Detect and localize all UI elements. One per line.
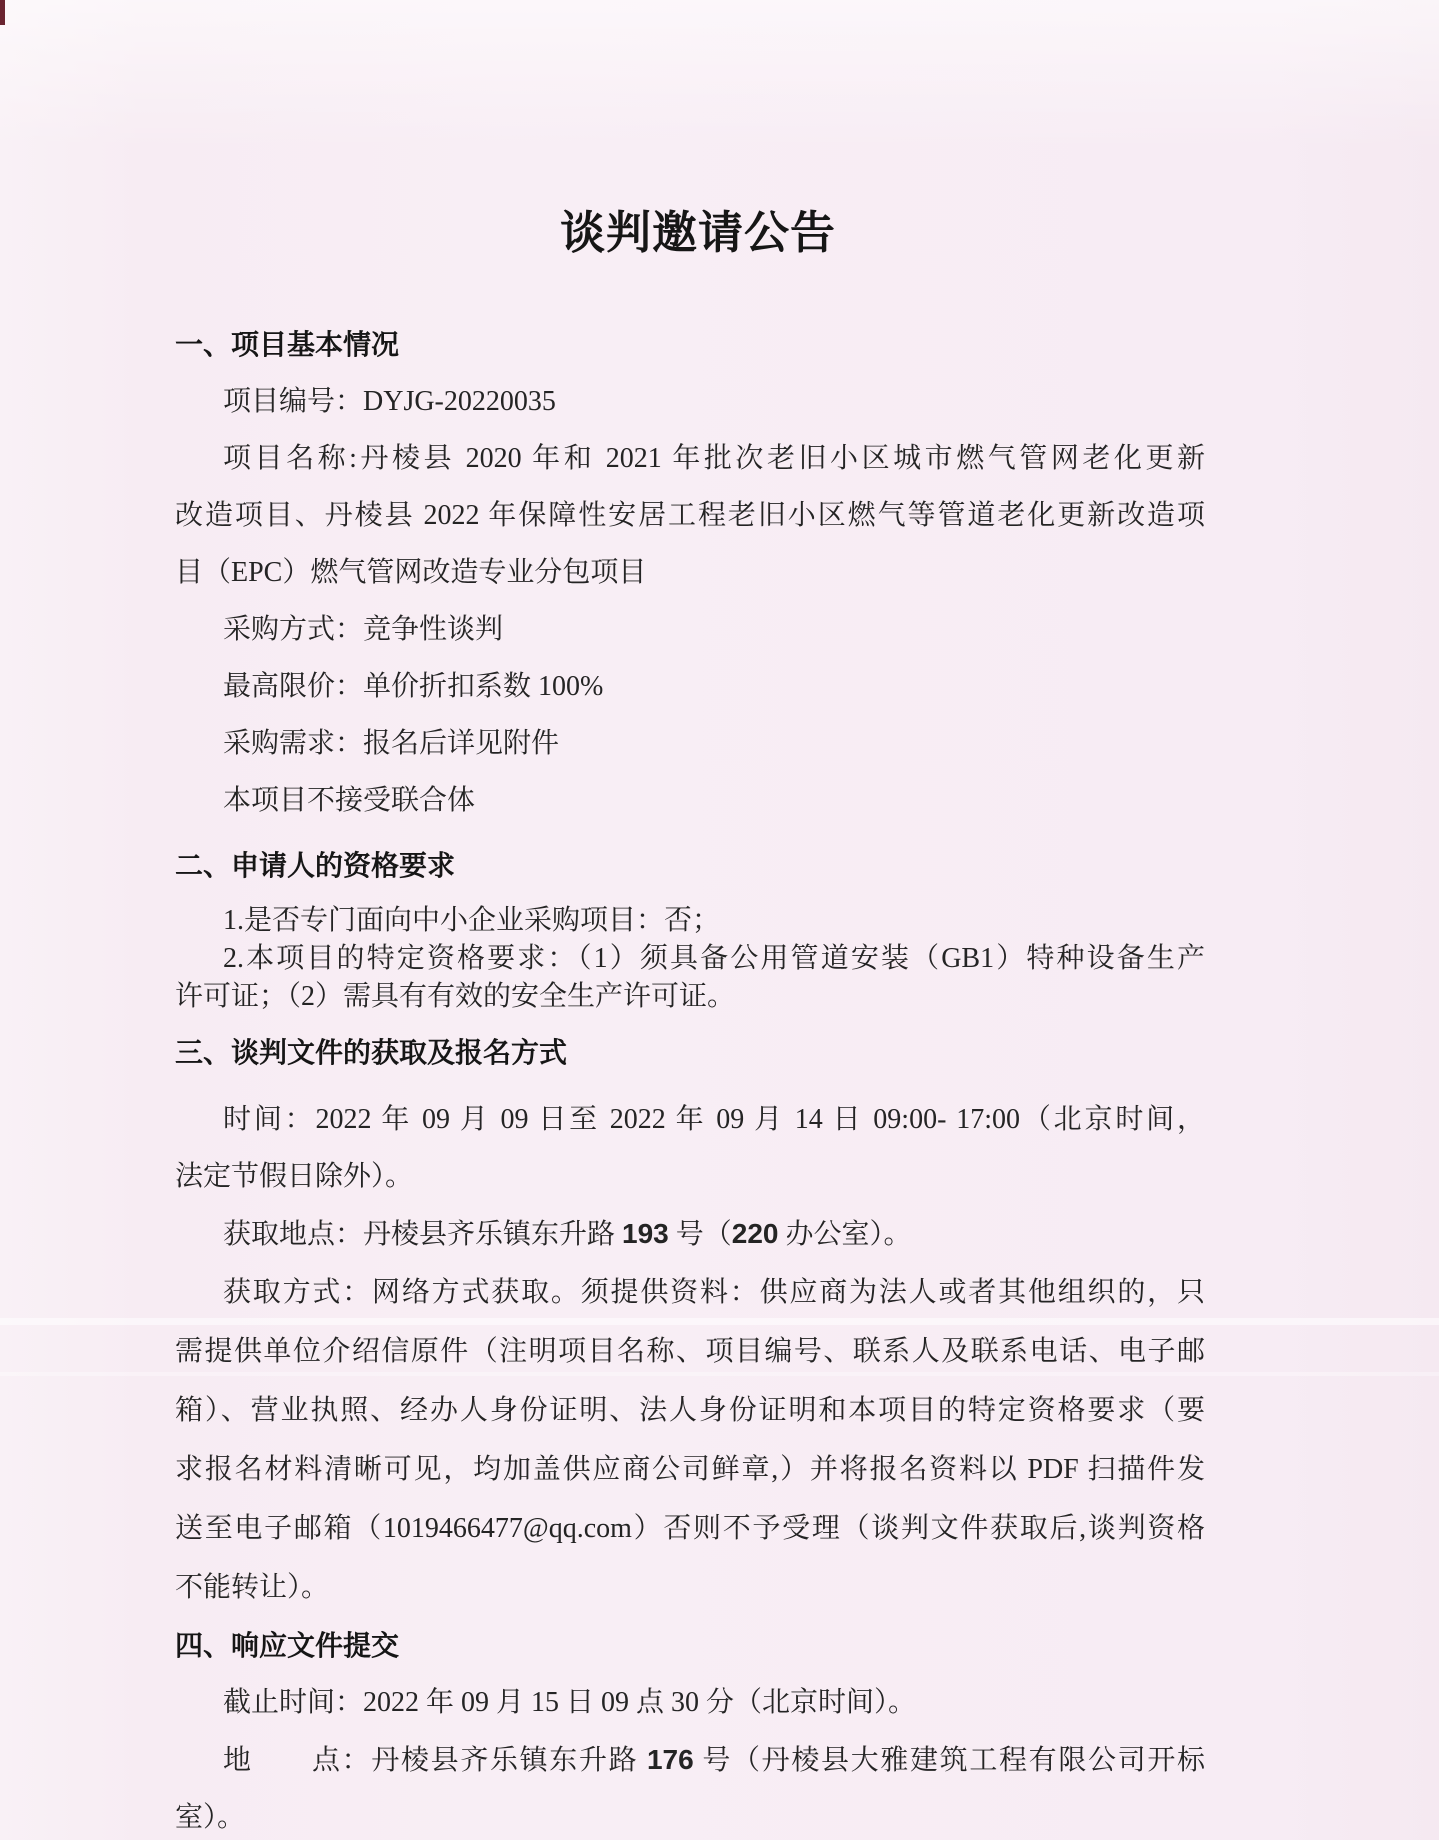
document-line — [175, 1674, 1205, 1731]
document-line — [175, 1731, 1205, 1789]
document-line — [175, 1789, 1205, 1840]
document-line — [175, 430, 1205, 487]
text-segment: 箱）、营业执照、经办人身份证明、法人身份证明和本项目的特定资格要求（要 — [175, 1395, 1205, 1426]
text-segment: 改造项目、丹棱县 2022 年保障性安居工程老旧小区燃气等管道老化更新改造项 — [175, 500, 1205, 531]
bold-number: 220 — [731, 1218, 779, 1249]
corner-mark — [0, 0, 5, 25]
text-segment: 截止时间：2022 年 09 月 15 日 09 点 30 分（北京时间）。 — [223, 1687, 917, 1718]
text-segment: 2.本项目的特定资格要求：（1）须具备公用管道安装（GB1）特种设备生产 — [223, 943, 1205, 974]
text-segment: 二、申请人的资格要求 — [175, 850, 456, 881]
bold-number: 176 — [646, 1744, 694, 1775]
text-segment: 地 点：丹棱县齐乐镇东升路 — [223, 1745, 647, 1776]
bold-number: 193 — [622, 1218, 669, 1249]
document-line — [175, 902, 1205, 940]
text-segment: 不能转让）。 — [175, 1572, 330, 1603]
text-segment: 需提供单位介绍信原件（注明项目名称、项目编号、联系人及联系电话、电子邮 — [175, 1336, 1205, 1367]
document-line — [175, 772, 1205, 829]
document-content — [175, 0, 1205, 1840]
text-segment: 求报名材料清晰可见，均加盖供应商公司鲜章,）并将报名资料以 PDF 扫描件发 — [175, 1454, 1205, 1485]
document-line — [175, 940, 1205, 978]
document-line — [175, 1205, 1205, 1263]
text-segment: 室）。 — [175, 1802, 246, 1833]
text-segment: 项目编号：DYJG-20220035 — [223, 386, 556, 417]
document-title: 谈判邀请公告 — [559, 208, 836, 258]
text-segment: 1.是否专门面向中小企业采购项目：否； — [223, 905, 721, 936]
document-line — [175, 487, 1205, 544]
text-segment: 采购需求：报名后详见附件 — [223, 728, 560, 759]
text-segment: 时间：2022 年 09 月 09 日至 2022 年 09 月 14 日 09:00- 17:00（北京时间， — [223, 1104, 1205, 1135]
text-segment: 获取地点：丹棱县齐乐镇东升路 — [223, 1219, 623, 1250]
text-segment: 三、谈判文件的获取及报名方式 — [175, 1037, 568, 1068]
document-line — [175, 1148, 1205, 1205]
section-heading — [175, 837, 1205, 894]
section-heading — [175, 316, 1205, 373]
document-line — [175, 601, 1205, 658]
document-line — [175, 1381, 1205, 1440]
text-segment: 号（ — [668, 1219, 732, 1250]
document-line — [175, 715, 1205, 772]
document-line — [175, 1091, 1205, 1148]
text-segment: 最高限价：单价折扣系数 100% — [223, 671, 604, 702]
text-segment: 办公室）。 — [778, 1219, 912, 1250]
text-segment: 获取方式：网络方式获取。须提供资料：供应商为法人或者其他组织的，只 — [223, 1277, 1205, 1308]
document-line — [175, 1499, 1205, 1558]
document-line — [175, 373, 1205, 430]
section-heading — [175, 1024, 1205, 1081]
document-line — [175, 1558, 1205, 1617]
text-segment: 目（EPC）燃气管网改造专业分包项目 — [175, 557, 647, 588]
text-segment: 四、响应文件提交 — [175, 1630, 400, 1661]
document-body — [175, 316, 1205, 1840]
document-line — [175, 658, 1205, 715]
text-segment: 许可证；（2）需具有有效的安全生产许可证。 — [175, 981, 736, 1012]
text-segment: 号（丹棱县大雅建筑工程有限公司开标 — [693, 1745, 1205, 1776]
text-segment: 一、项目基本情况 — [175, 329, 400, 360]
document-line — [175, 978, 1205, 1016]
section-heading — [175, 1617, 1205, 1674]
document-line — [175, 544, 1205, 601]
text-segment: 送至电子邮箱（1019466477@qq.com）否则不予受理（谈判文件获取后,谈判资格 — [175, 1513, 1205, 1544]
document-line — [175, 1440, 1205, 1499]
text-segment: 本项目不接受联合体 — [223, 785, 476, 816]
document-line — [175, 1263, 1205, 1322]
text-segment: 法定节假日除外）。 — [175, 1161, 414, 1192]
document-line — [175, 1322, 1205, 1381]
text-segment: 项目名称:丹棱县 2020 年和 2021 年批次老旧小区城市燃气管网老化更新 — [223, 443, 1205, 474]
text-segment: 采购方式：竞争性谈判 — [223, 614, 504, 645]
